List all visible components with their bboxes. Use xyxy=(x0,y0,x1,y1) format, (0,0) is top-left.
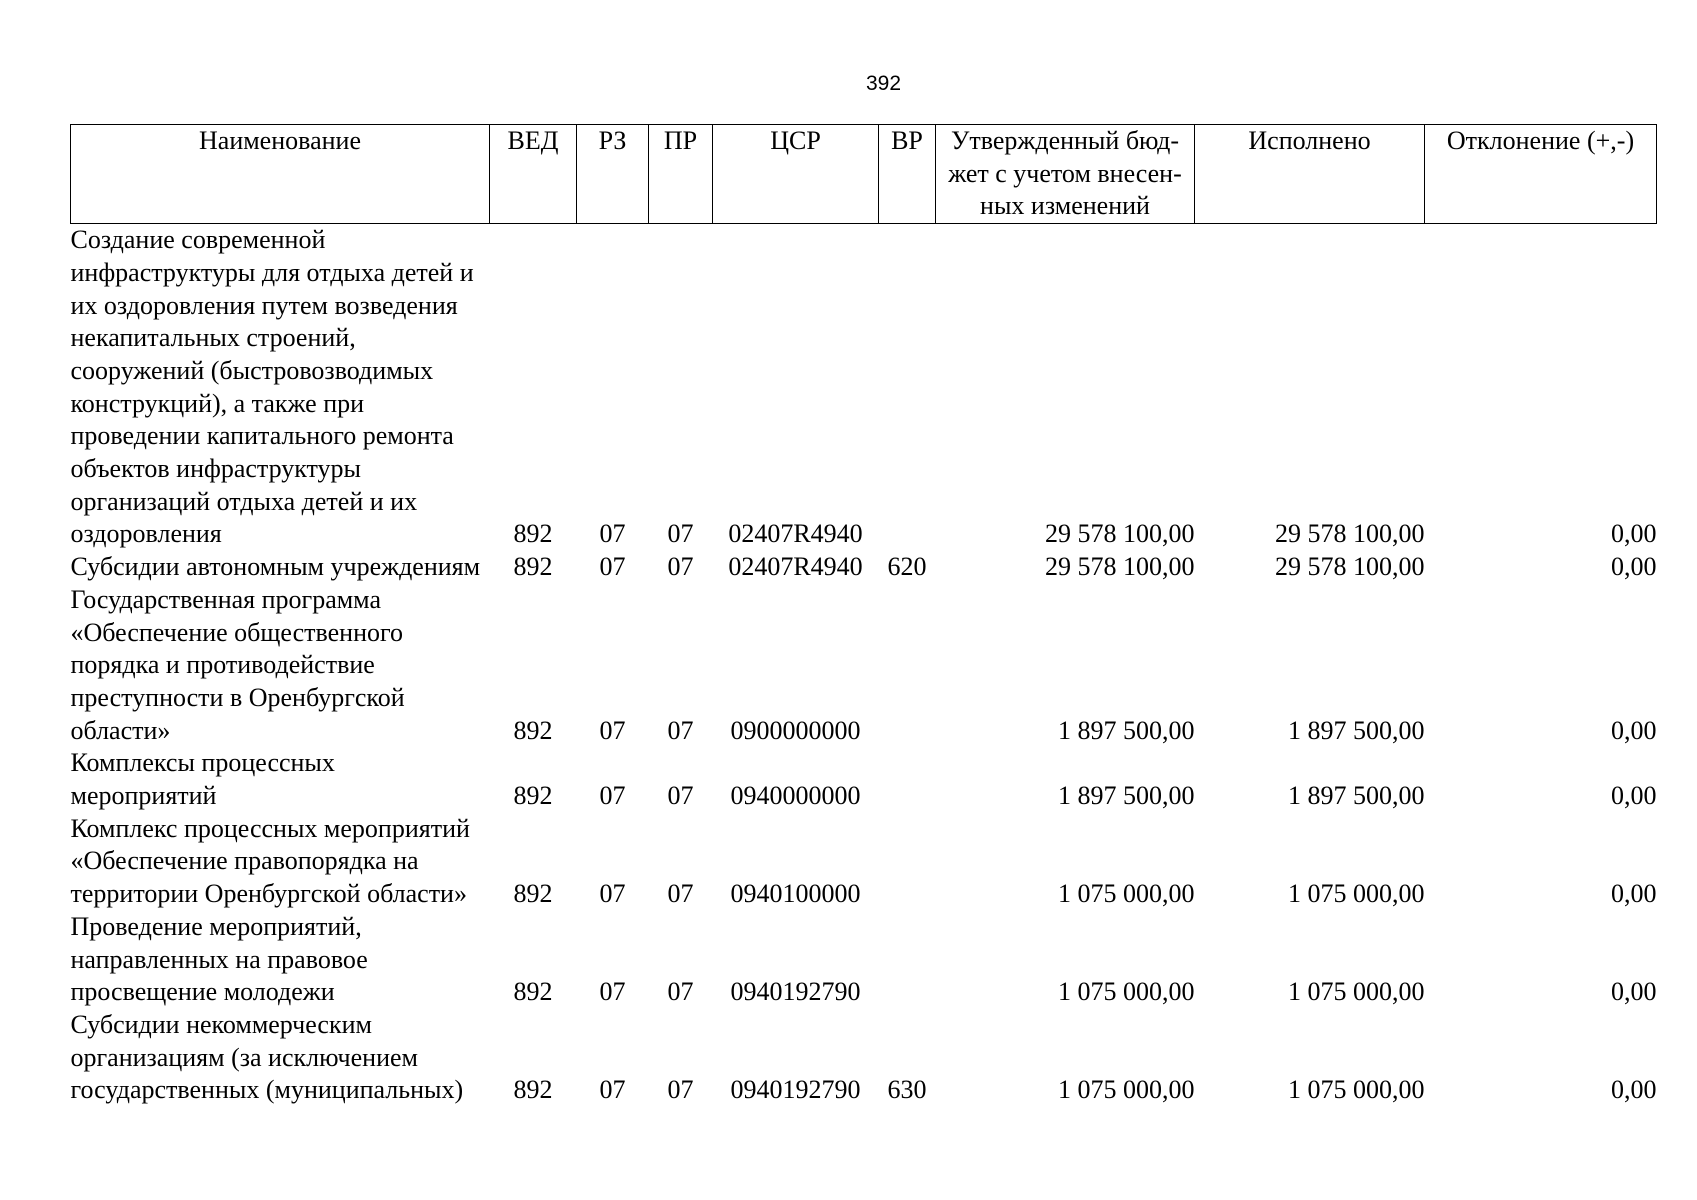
row-csr: 0940192790 xyxy=(730,977,861,1007)
row-ved: 892 xyxy=(513,879,553,909)
row-vr xyxy=(879,224,936,552)
row-rz: 07 xyxy=(599,1075,626,1105)
row-ved: 892 xyxy=(513,552,553,582)
row-approved-budget: 1 075 000,00 xyxy=(1058,1075,1195,1105)
row-vr xyxy=(879,584,936,748)
table-row xyxy=(71,584,1657,748)
row-approved-budget: 1 075 000,00 xyxy=(1058,977,1195,1007)
row-vr: 630 xyxy=(887,1075,927,1105)
row-executed: 29 578 100,00 xyxy=(1275,519,1425,549)
table-row xyxy=(71,747,1657,812)
row-executed: 1 897 500,00 xyxy=(1288,715,1425,745)
row-pr: 07 xyxy=(667,1075,694,1105)
row-approved-budget: 1 897 500,00 xyxy=(1058,781,1195,811)
table-row xyxy=(71,813,1657,911)
row-ved: 892 xyxy=(513,715,553,745)
row-ved: 892 xyxy=(513,1075,553,1105)
row-name: Государственная программа «Обеспечение общественного порядка и противодействие преступности в Оренбургской области» xyxy=(70,584,405,745)
row-csr: 0940100000 xyxy=(730,879,861,909)
row-deviation: 0,00 xyxy=(1611,519,1657,549)
row-pr: 07 xyxy=(667,977,694,1007)
row-approved-budget: 29 578 100,00 xyxy=(1045,519,1195,549)
row-rz: 07 xyxy=(599,519,626,549)
row-csr: 02407R4940 xyxy=(728,519,863,549)
row-deviation: 0,00 xyxy=(1611,552,1657,582)
row-vr xyxy=(879,747,936,812)
row-executed: 1 897 500,00 xyxy=(1288,781,1425,811)
row-executed: 1 075 000,00 xyxy=(1288,977,1425,1007)
row-rz: 07 xyxy=(599,781,626,811)
budget-execution-table xyxy=(70,124,1657,1107)
table-row xyxy=(71,911,1657,1009)
row-csr: 0940192790 xyxy=(730,1075,861,1105)
header-ved: ВЕД xyxy=(490,125,577,224)
row-pr: 07 xyxy=(667,552,694,582)
header-name: Наименование xyxy=(71,125,490,224)
row-deviation: 0,00 xyxy=(1611,1075,1657,1105)
row-name: Комплексы процессных мероприятий xyxy=(70,748,335,811)
row-name: Проведение мероприятий, направленных на правовое просвещение молодежи xyxy=(70,911,368,1007)
table-body xyxy=(71,224,1657,1107)
header-executed: Исполнено xyxy=(1195,125,1425,224)
row-rz: 07 xyxy=(599,879,626,909)
row-executed: 1 075 000,00 xyxy=(1288,1075,1425,1105)
row-pr: 07 xyxy=(667,519,694,549)
row-deviation: 0,00 xyxy=(1611,781,1657,811)
page-number: 392 xyxy=(865,72,902,95)
table-row xyxy=(71,224,1657,552)
row-approved-budget: 1 897 500,00 xyxy=(1058,715,1195,745)
row-executed: 29 578 100,00 xyxy=(1275,552,1425,582)
row-deviation: 0,00 xyxy=(1611,879,1657,909)
row-executed: 1 075 000,00 xyxy=(1288,879,1425,909)
row-ved: 892 xyxy=(513,781,553,811)
header-deviation: Отклонение (+,-) xyxy=(1425,125,1657,224)
row-csr: 02407R4940 xyxy=(728,552,863,582)
row-vr: 620 xyxy=(887,552,927,582)
row-name: Субсидии некоммерческим организациям (за исключением государственных (муниципальных) xyxy=(70,1009,464,1105)
row-name: Создание современной инфраструктуры для отдыха детей и их оздоровления путем возведения некапитальных строений, сооружений (быстровозводимых конструкций), а также при проведении капитального ремонта объектов инфраструктуры организаций отдыха детей и их оздоровления xyxy=(70,225,474,549)
row-csr: 0940000000 xyxy=(730,781,861,811)
row-csr: 0900000000 xyxy=(730,715,861,745)
row-vr xyxy=(879,813,936,911)
row-ved: 892 xyxy=(513,519,553,549)
row-rz: 07 xyxy=(599,552,626,582)
table-row xyxy=(71,551,1657,584)
header-approved-budget-line3: ных изменений xyxy=(980,191,1150,221)
row-rz: 07 xyxy=(599,977,626,1007)
row-ved: 892 xyxy=(513,977,553,1007)
header-approved-budget-line1: Утвержденный бюд- xyxy=(950,126,1180,155)
row-deviation: 0,00 xyxy=(1611,977,1657,1007)
row-approved-budget: 29 578 100,00 xyxy=(1045,552,1195,582)
row-deviation: 0,00 xyxy=(1611,715,1657,745)
row-pr: 07 xyxy=(667,781,694,811)
header-approved-budget-line2: жет с учетом внесен- xyxy=(948,158,1182,188)
header-pr: ПР xyxy=(649,125,713,224)
row-rz: 07 xyxy=(599,715,626,745)
row-pr: 07 xyxy=(667,879,694,909)
header-csr: ЦСР xyxy=(713,125,879,224)
row-vr xyxy=(879,911,936,1009)
table-row xyxy=(71,1009,1657,1107)
row-pr: 07 xyxy=(667,715,694,745)
header-rz: РЗ xyxy=(577,125,649,224)
row-name: Субсидии автономным учреждениям xyxy=(70,552,481,582)
row-name: Комплекс процессных мероприятий «Обеспечение правопорядка на территории Оренбургской области» xyxy=(70,813,470,909)
header-approved-budget xyxy=(936,125,1195,224)
header-vr: ВР xyxy=(879,125,936,224)
row-approved-budget: 1 075 000,00 xyxy=(1058,879,1195,909)
table-header-row xyxy=(71,125,1657,224)
